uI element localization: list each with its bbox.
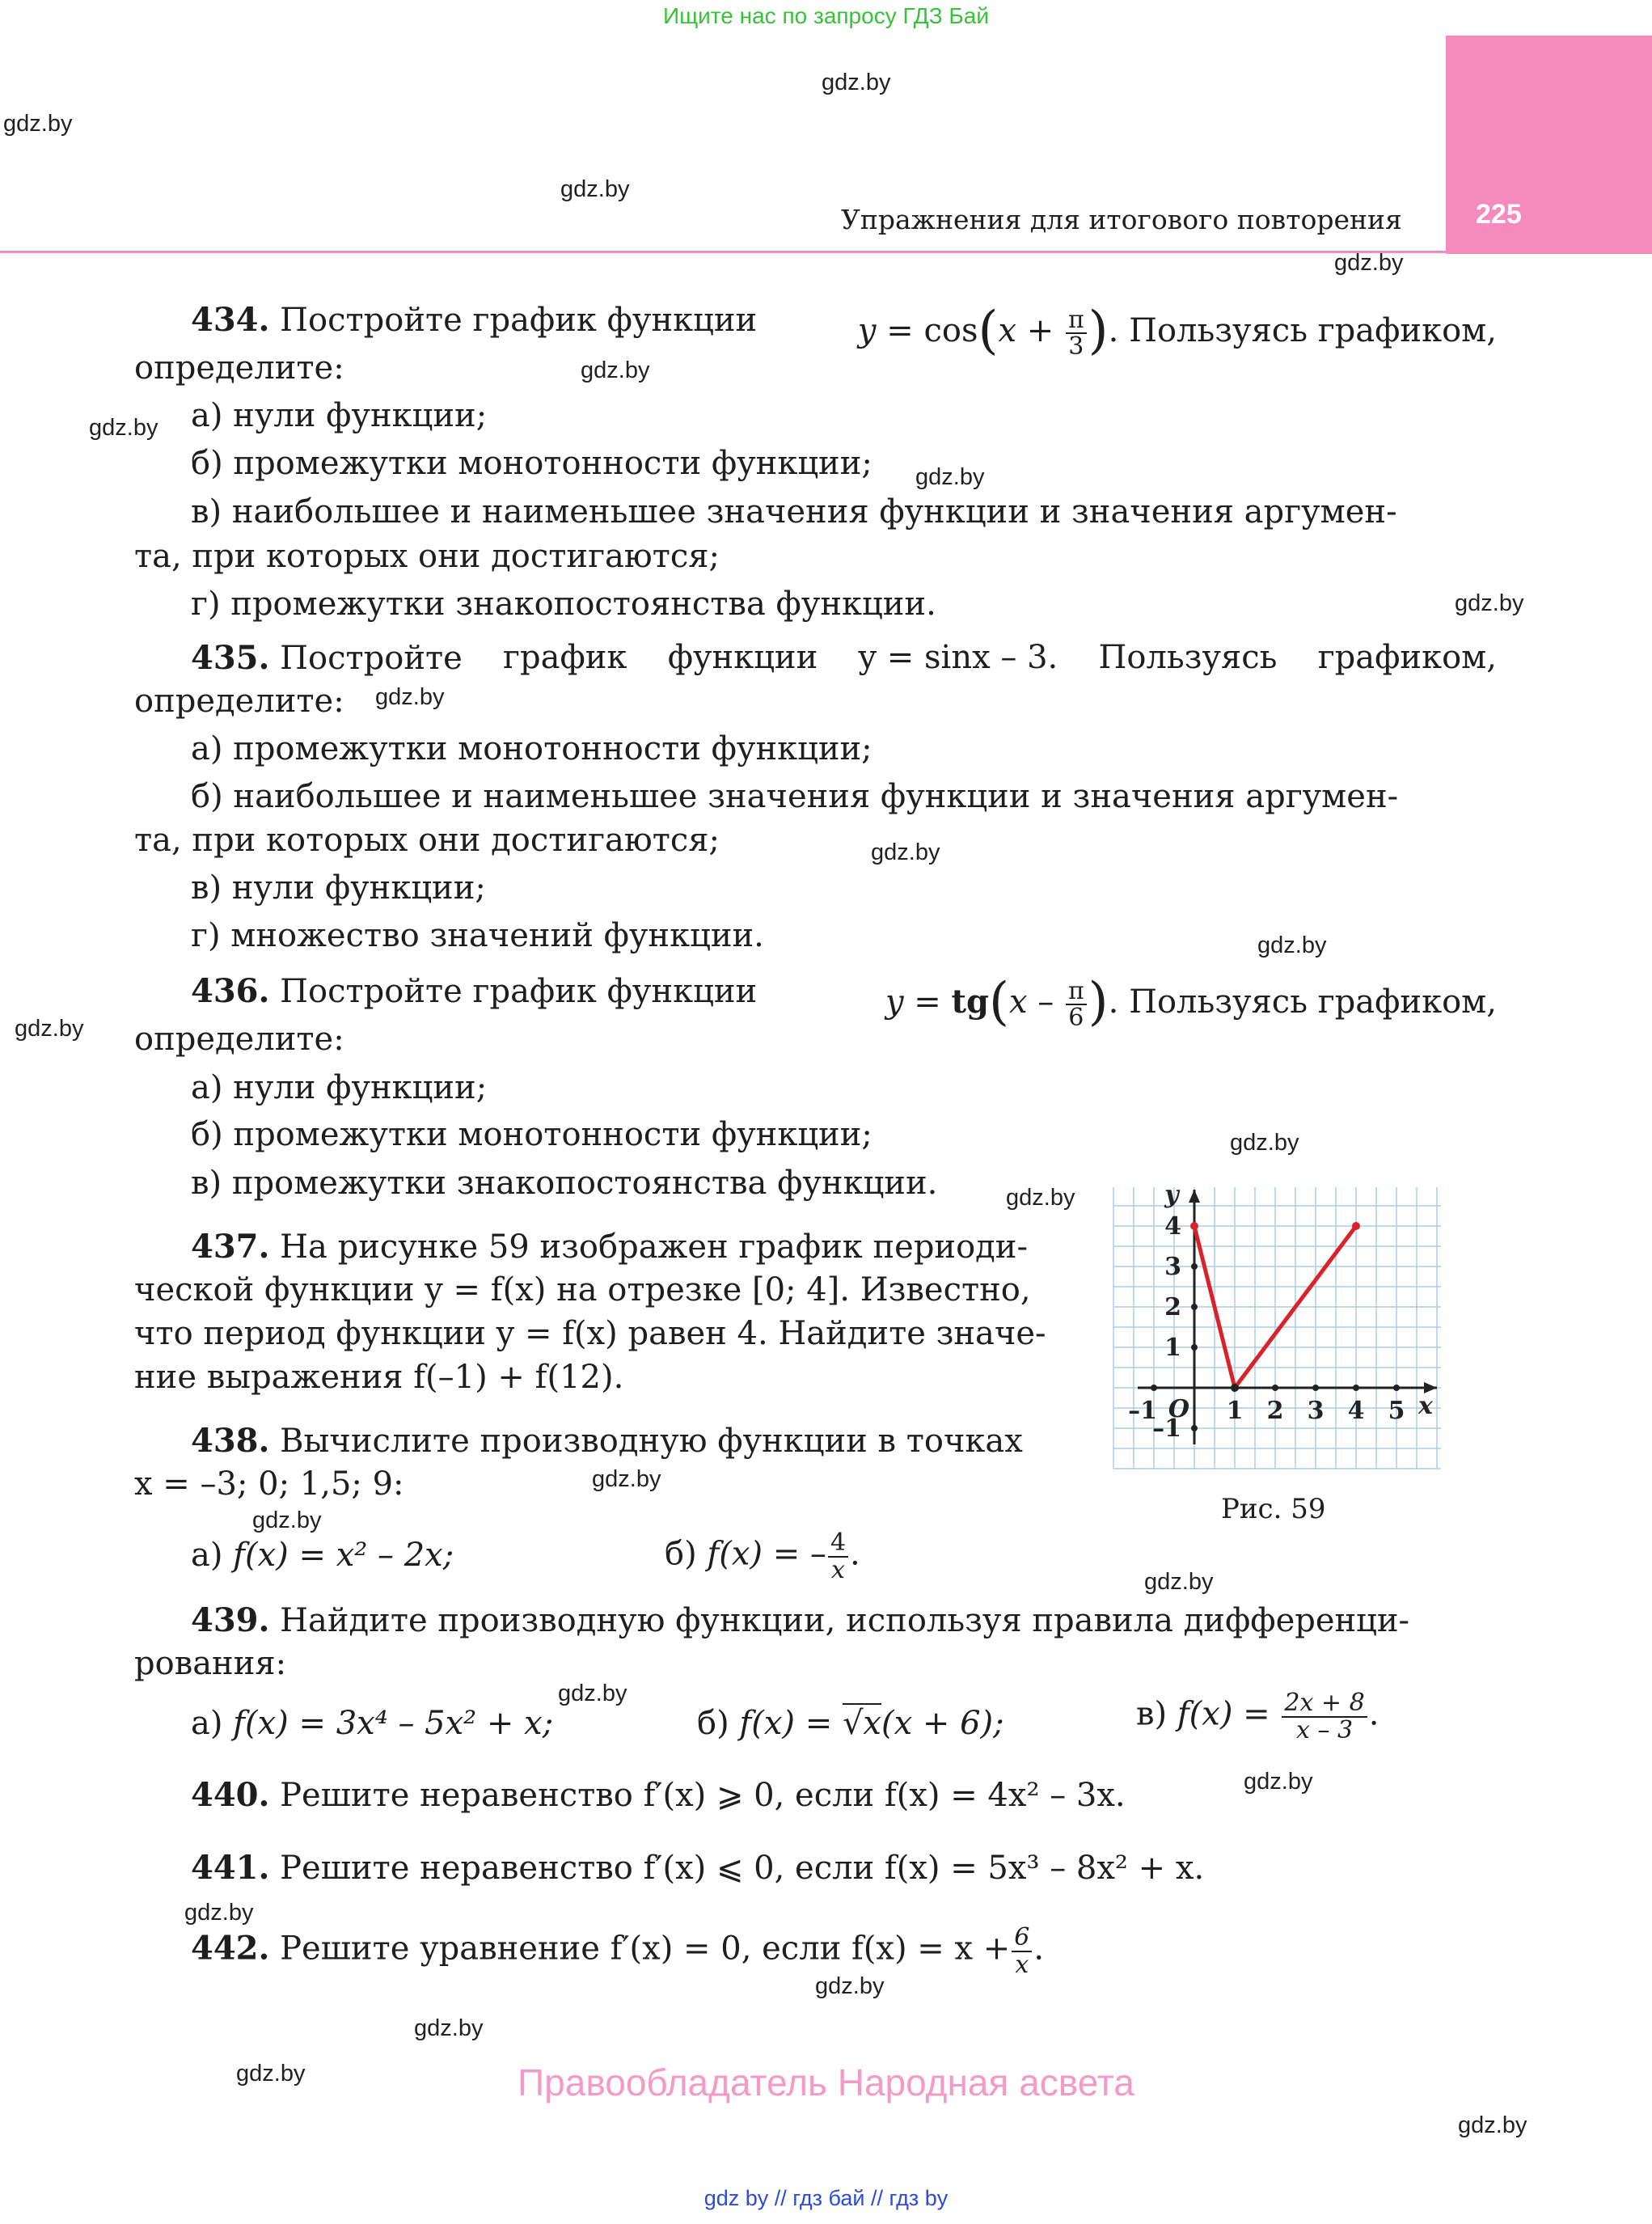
y-tick-label: 3	[1164, 1253, 1181, 1281]
watermark: gdz.by	[236, 2061, 306, 2087]
ex439-b: б) f(x) = √x(x + 6);	[697, 1705, 1004, 1742]
watermark: gdz.by	[560, 176, 630, 202]
ex439-line2: рования:	[134, 1645, 287, 1682]
list-item: та, при которых они достигаются;	[134, 538, 720, 575]
ex438-a: а) f(x) = x² – 2x;	[191, 1537, 454, 1574]
exercise-number: 436.	[191, 972, 270, 1010]
ex438-line1: 438. Вычислите производную функции в точках	[191, 1422, 1023, 1460]
fraction: $\frac{\pi}{3}$	[1066, 307, 1087, 360]
watermark: gdz.by	[1144, 1569, 1214, 1595]
page-number: 225	[1476, 199, 1522, 230]
y-tick-label: 2	[1164, 1293, 1181, 1321]
data-point	[1231, 1384, 1239, 1392]
search-banner: Ищите нас по запросу ГДЗ Бай	[662, 3, 990, 28]
ex434-line2: определите:	[134, 349, 344, 387]
watermark: gdz.by	[815, 1973, 885, 1999]
figure-caption: Рис. 59	[1221, 1493, 1326, 1525]
x-tick-label: –1	[1128, 1397, 1157, 1425]
watermark: gdz.by	[915, 464, 985, 490]
x-axis-label: x	[1418, 1392, 1433, 1420]
list-item: а) промежутки монотонности функции;	[191, 730, 872, 767]
watermark: gdz.by	[558, 1681, 627, 1706]
watermark: gdz.by	[89, 415, 158, 441]
list-item: а) нули функции;	[191, 1069, 488, 1106]
ex440: 440. Решите неравенство f′(x) ⩾ 0, если f(x) = 4x² – 3x.	[191, 1776, 1126, 1814]
y-axis-label: y	[1164, 1187, 1179, 1209]
x-tick-dot	[1272, 1385, 1278, 1391]
ex438-b: б) f(x) = – $\frac{4}{x}$ .	[665, 1528, 860, 1584]
ex438-line2: x = –3; 0; 1,5; 9:	[134, 1465, 404, 1503]
x-tick-label: 5	[1388, 1397, 1405, 1425]
copyright-notice: Правообладатель Народная асвета	[518, 2061, 1134, 2103]
watermark: gdz.by	[1257, 932, 1327, 958]
watermark: gdz.by	[1006, 1185, 1075, 1211]
list-item: в) наибольшее и наименьшее значения функции и значения аргумен-	[191, 493, 1397, 531]
ex437-line2: ческой функции y = f(x) на отрезке [0; 4]. Известно,	[134, 1271, 1031, 1309]
list-item: в) нули функции;	[191, 869, 486, 907]
running-title: Упражнения для итогового повторения	[841, 204, 1402, 235]
watermark: gdz.by	[1230, 1130, 1299, 1156]
watermark: gdz.by	[592, 1466, 661, 1492]
footer-links[interactable]: gdz by // гдз бай // гдз by	[703, 2186, 949, 2210]
watermark: gdz.by	[1244, 1769, 1313, 1795]
list-item: б) наибольшее и наименьшее значения функции и значения аргумен-	[191, 778, 1399, 815]
exercise-number: 442.	[191, 1929, 270, 1968]
watermark: gdz.by	[15, 1016, 84, 1042]
watermark: gdz.by	[871, 839, 940, 865]
watermark: gdz.by	[414, 2015, 484, 2041]
figure-59-graph	[1112, 1187, 1451, 1478]
watermark: gdz.by	[1458, 2112, 1527, 2138]
ex436-line1: 436. Постройте график функции y = tg(x – $\frac{\pi}{6}$ ). Пользуясь графиком,	[191, 972, 1497, 1032]
fraction: $\frac{6}{x}$	[1012, 1925, 1032, 1977]
ex441: 441. Решите неравенство f′(x) ⩽ 0, если f(x) = 5x³ – 8x² + x.	[191, 1849, 1205, 1887]
ex435-line2: определите:	[134, 683, 344, 720]
ex434-line1: 434. Постройте график функции y = cos(x + $\frac{\pi}{3}$ ). Пользуясь графиком,	[191, 301, 1497, 361]
x-tick-label: 1	[1226, 1397, 1244, 1425]
exercise-number: 437.	[191, 1228, 270, 1266]
y-tick-dot	[1191, 1425, 1198, 1431]
watermark: gdz.by	[184, 1900, 254, 1926]
y-axis-arrow	[1189, 1190, 1200, 1203]
y-tick-label: 1	[1164, 1334, 1181, 1362]
y-tick-dot	[1191, 1304, 1198, 1310]
y-tick-label: 4	[1164, 1212, 1181, 1241]
ex442: 442. Решите уравнение f′(x) = 0, если f(x) = x + $\frac{6}{x}$ .	[191, 1923, 1045, 1979]
watermark: gdz.by	[3, 111, 73, 137]
ex435-line1: 435. Постройте график функции y = sinx – 3. Пользуясь графиком,	[191, 639, 1497, 677]
x-tick-dot	[1353, 1385, 1359, 1391]
y-tick-dot	[1191, 1263, 1198, 1270]
list-item: б) промежутки монотонности функции;	[191, 1116, 872, 1153]
y-tick-dot	[1191, 1344, 1198, 1351]
data-point	[1352, 1222, 1360, 1230]
x-tick-dot	[1151, 1385, 1157, 1391]
x-tick-dot	[1393, 1385, 1400, 1391]
exercise-number: 440.	[191, 1776, 270, 1814]
list-item: г) множество значений функции.	[191, 917, 764, 954]
watermark: gdz.by	[581, 357, 650, 383]
exercise-number: 439.	[191, 1601, 270, 1639]
exercise-number: 434.	[191, 301, 270, 339]
ex437-line3: что период функции y = f(x) равен 4. Найдите значе-	[134, 1315, 1046, 1352]
origin-label: O	[1168, 1395, 1189, 1423]
ex437-line4: ние выражения f(–1) + f(12).	[134, 1359, 624, 1396]
x-tick-label: 4	[1347, 1397, 1365, 1425]
x-tick-dot	[1312, 1385, 1319, 1391]
list-item: б) промежутки монотонности функции;	[191, 445, 872, 482]
fraction: $\frac{\pi}{6}$	[1066, 979, 1087, 1031]
watermark: gdz.by	[822, 70, 891, 95]
watermark: gdz.by	[375, 684, 445, 710]
exercise-number: 441.	[191, 1849, 270, 1887]
exercise-number: 438.	[191, 1422, 270, 1460]
x-tick-label: 2	[1266, 1397, 1284, 1425]
ex437-line1: 437. На рисунке 59 изображен график периоди-	[191, 1228, 1028, 1266]
header-rule	[0, 251, 1446, 253]
watermark: gdz.by	[252, 1507, 322, 1533]
fraction: $\frac{2x + 8}{x - 3}$	[1282, 1690, 1367, 1743]
watermark: gdz.by	[1455, 590, 1524, 616]
ex439-line1: 439. Найдите производную функции, используя правила дифференци-	[191, 1601, 1410, 1639]
ex439-c: в) f(x) = $\frac{2x + 8}{x - 3}$ .	[1136, 1689, 1379, 1744]
x-tick-label: 3	[1307, 1397, 1325, 1425]
data-point	[1190, 1222, 1198, 1230]
list-item: в) промежутки знакопостоянства функции.	[191, 1165, 938, 1202]
list-item: г) промежутки знакопостоянства функции.	[191, 586, 936, 623]
ex439-a: а) f(x) = 3x⁴ – 5x² + x;	[191, 1705, 554, 1742]
list-item: та, при которых они достигаются;	[134, 822, 720, 859]
ex436-line2: определите:	[134, 1021, 344, 1058]
list-item: а) нули функции;	[191, 397, 488, 434]
fraction: $\frac{4}{x}$	[828, 1530, 848, 1583]
y-tick-label: –1	[1152, 1414, 1181, 1443]
watermark: gdz.by	[1334, 250, 1404, 276]
exercise-number: 435.	[191, 639, 270, 677]
